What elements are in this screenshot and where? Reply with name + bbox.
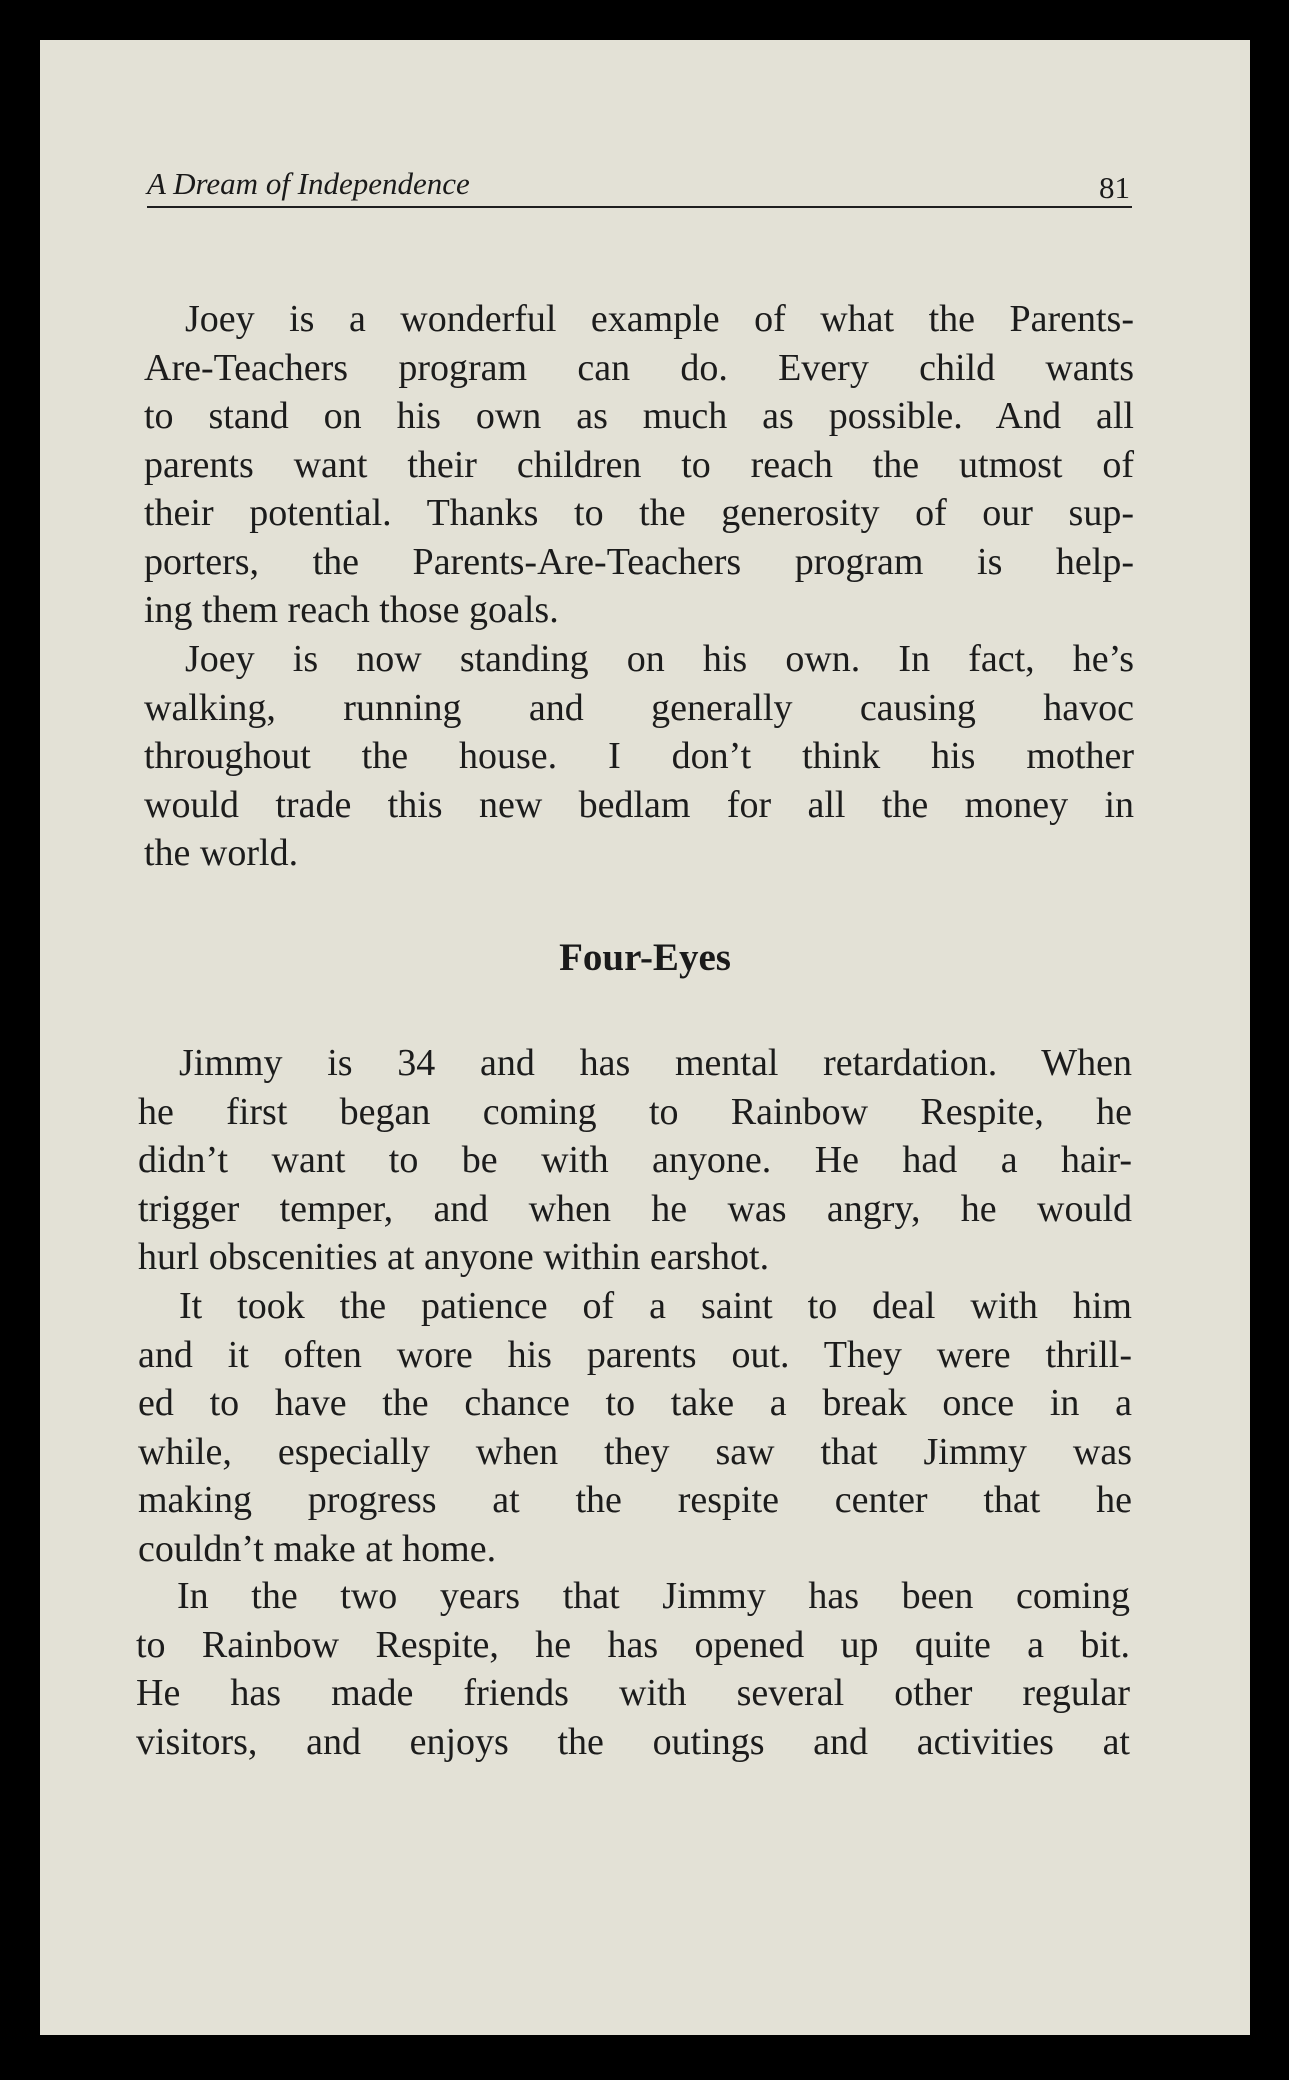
- text-line: and it often wore his parents out. They were thrill-: [138, 1333, 1132, 1376]
- text-line: It took the patience of a saint to deal with him: [179, 1285, 1132, 1327]
- text-line: ing them reach those goals.: [144, 589, 559, 631]
- paragraph-5: [136, 1572, 1130, 1766]
- text-line: walking, running and generally causing havoc: [144, 686, 1134, 729]
- text-line: he first began coming to Rainbow Respite, he: [138, 1090, 1132, 1133]
- text-line: to Rainbow Respite, he has opened up quite a bit.: [136, 1623, 1130, 1666]
- text-line: porters, the Parents-Are-Teachers program is help-: [144, 540, 1134, 583]
- paragraph-2: [144, 635, 1134, 878]
- running-head: [147, 166, 1132, 208]
- text-line: Joey is now standing on his own. In fact, he’s: [185, 638, 1134, 680]
- text-line: hurl obscenities at anyone within earshot.: [138, 1236, 770, 1278]
- text-line: Joey is a wonderful example of what the Parents-: [185, 298, 1134, 340]
- text-line: while, especially when they saw that Jimmy was: [138, 1430, 1132, 1473]
- text-line: making progress at the respite center that he: [138, 1479, 1132, 1521]
- paragraph-4: [138, 1282, 1132, 1573]
- paragraph-3: [138, 1039, 1132, 1282]
- text-line: to stand on his own as much as possible. And all: [144, 395, 1134, 437]
- book-page: [40, 40, 1250, 2035]
- text-line: didn’t want to be with anyone. He had a hair-: [138, 1139, 1132, 1181]
- text-line: the world.: [144, 832, 299, 874]
- text-line: trigger temper, and when he was angry, he would: [138, 1187, 1132, 1230]
- text-line: parents want their children to reach the utmost of: [144, 443, 1134, 486]
- paragraph-1: [144, 295, 1134, 635]
- text-line: Are-Teachers program can do. Every child wants: [144, 346, 1134, 389]
- text-line: their potential. Thanks to the generosity of our sup-: [144, 492, 1134, 534]
- page-number: 81: [1099, 170, 1130, 205]
- text-line: couldn’t make at home.: [138, 1527, 497, 1570]
- text-line: throughout the house. I don’t think his mother: [144, 735, 1134, 777]
- section-heading: Four-Eyes: [559, 936, 731, 979]
- text-line: In the two years that Jimmy has been coming: [177, 1575, 1130, 1617]
- text-line: He has made friends with several other regular: [136, 1672, 1130, 1714]
- text-line: Jimmy is 34 and has mental retardation. When: [179, 1042, 1132, 1084]
- text-line: would trade this new bedlam for all the money in: [144, 783, 1134, 826]
- text-line: visitors, and enjoys the outings and activities at: [136, 1720, 1130, 1763]
- running-head-title: A Dream of Independence: [147, 166, 470, 201]
- text-line: ed to have the chance to take a break once in a: [138, 1382, 1132, 1424]
